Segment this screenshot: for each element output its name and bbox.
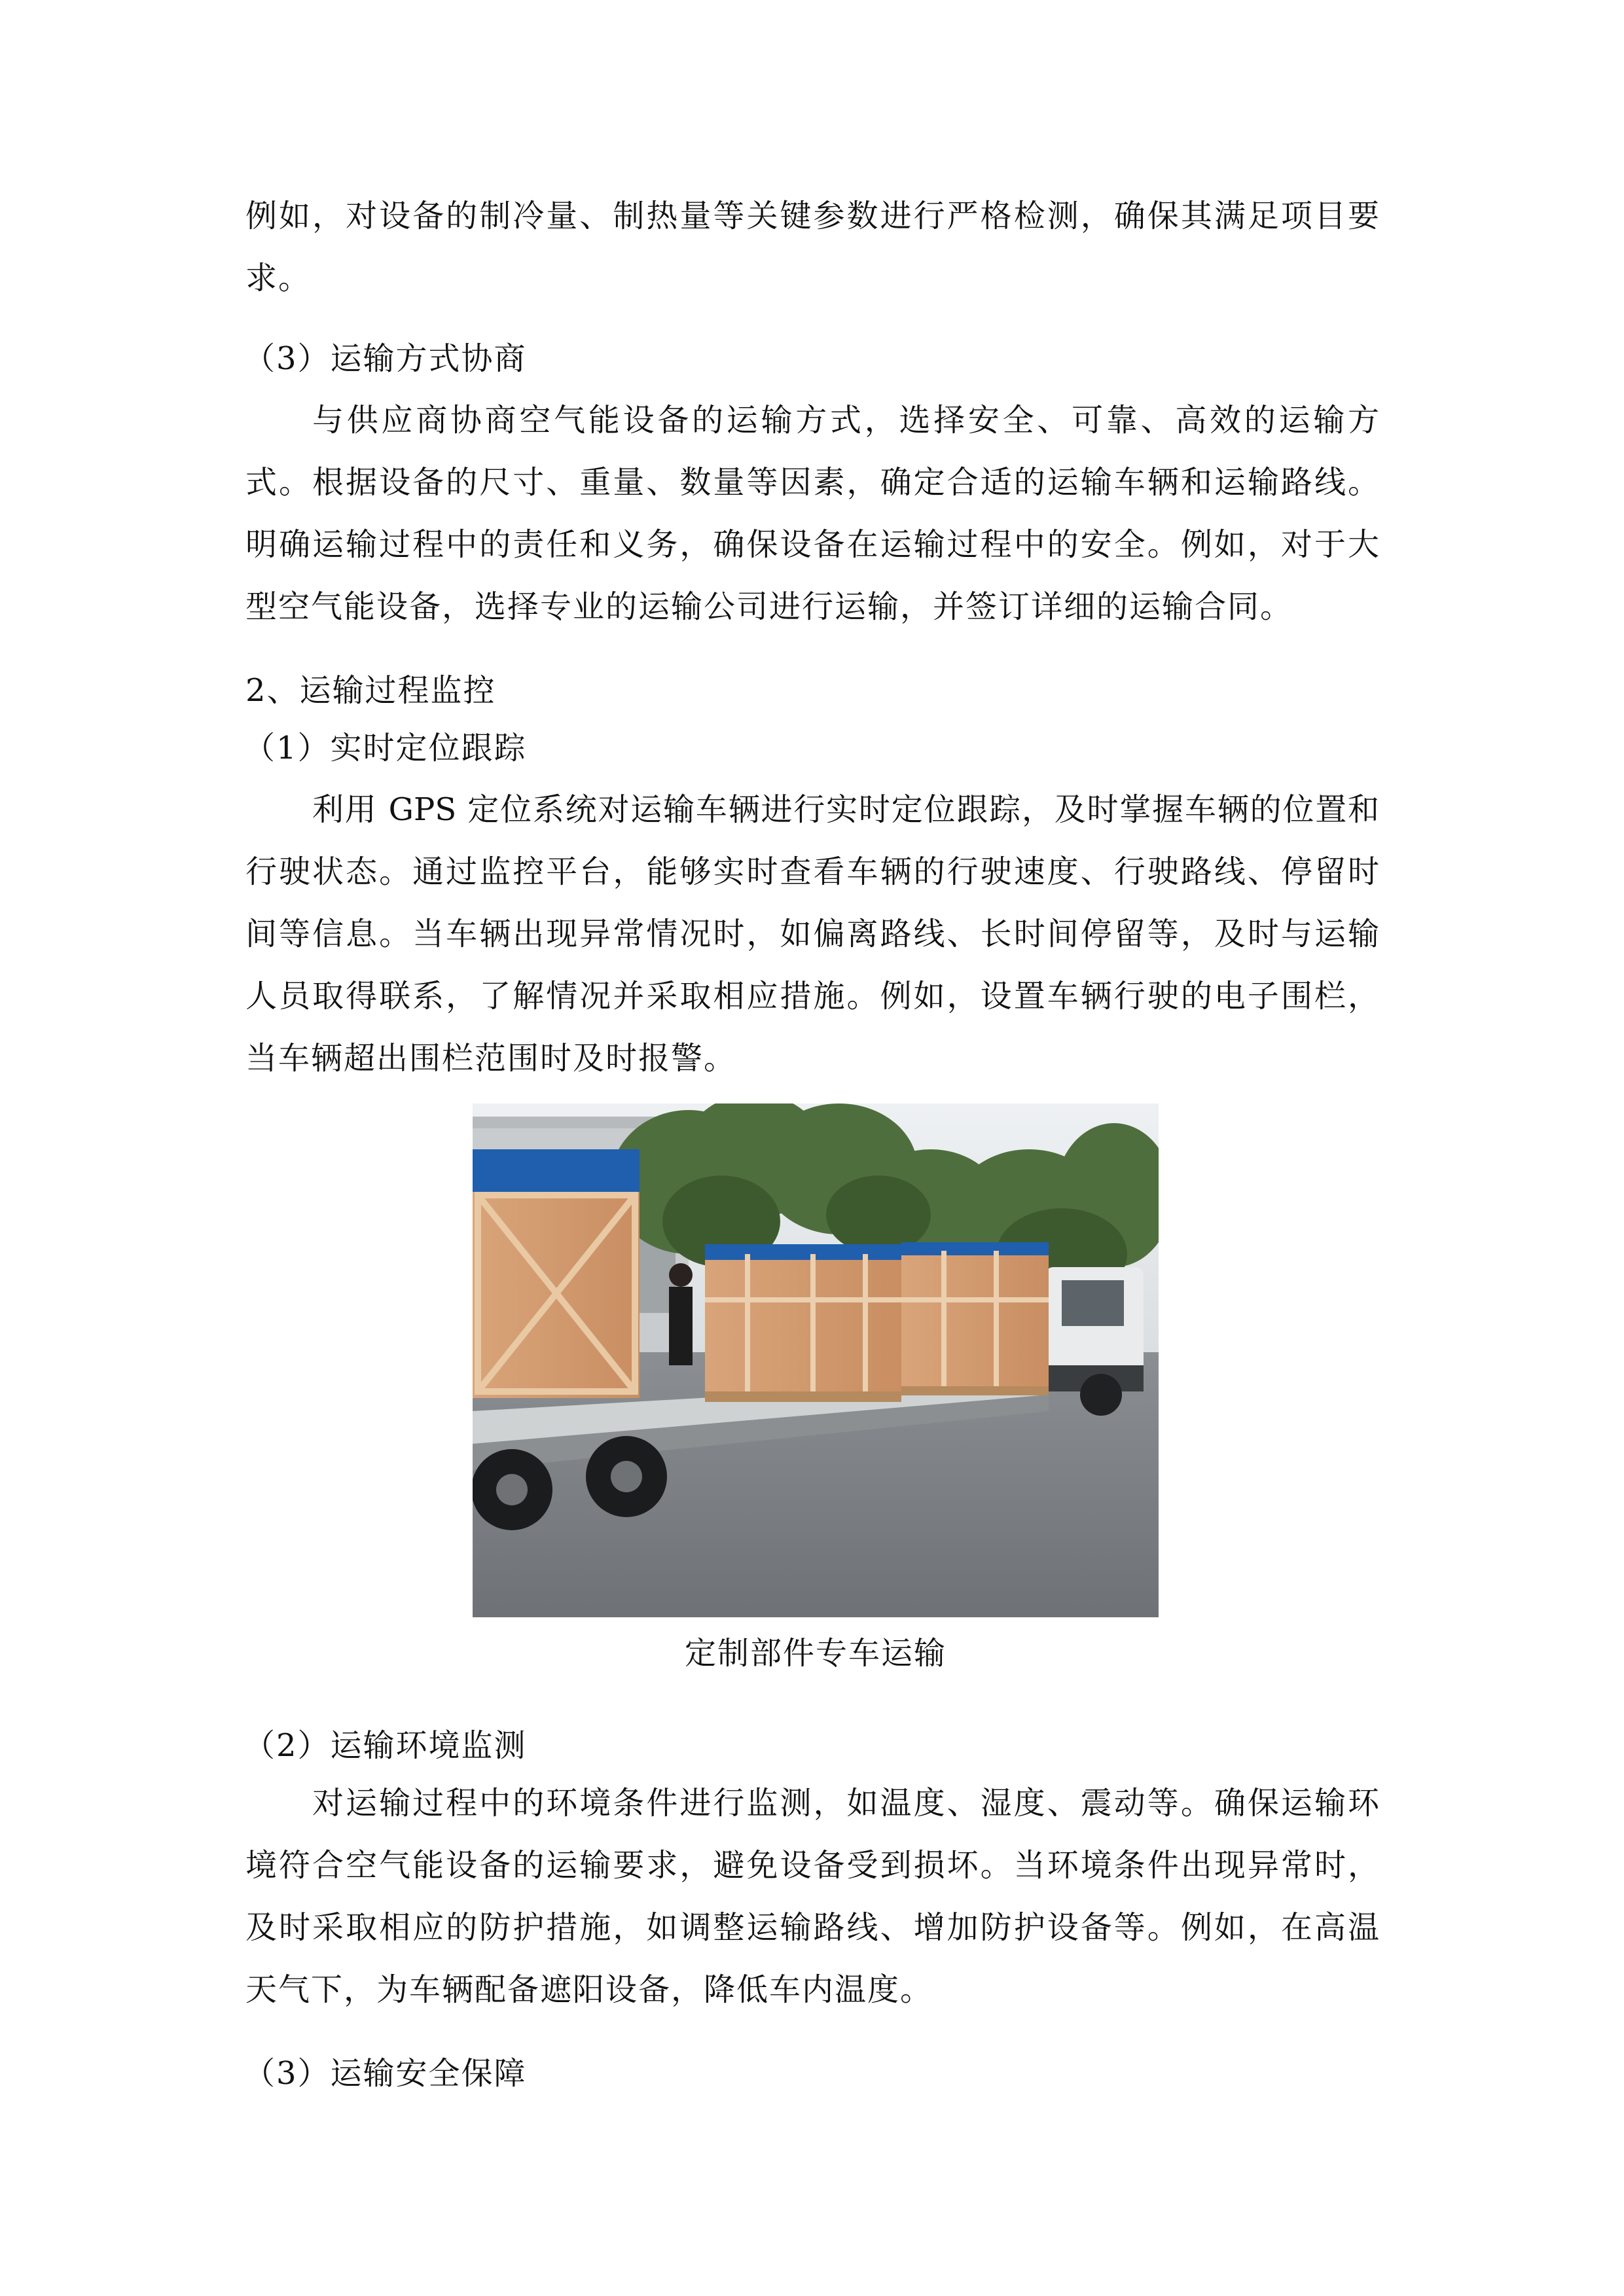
paragraph-line: 行驶状态。通过监控平台，能够实时查看车辆的行驶速度、行驶路线、停留时 (245, 853, 1379, 890)
paragraph-line: 与供应商协商空气能设备的运输方式，选择安全、可靠、高效的运输方 (312, 402, 1379, 439)
paragraph-line: 天气下，为车辆配备遮阳设备，降低车内温度。 (245, 1971, 933, 2008)
truck-transport-photo (473, 1103, 1159, 1617)
paragraph-line: 式。根据设备的尺寸、重量、数量等因素，确定合适的运输车辆和运输路线。 (245, 464, 1379, 501)
paragraph-line: 对运输过程中的环境条件进行监测，如温度、湿度、震动等。确保运输环 (312, 1785, 1379, 1821)
paragraph-line: 人员取得联系，了解情况并采取相应措施。例如，设置车辆行驶的电子围栏， (245, 978, 1379, 1014)
section-heading: （2）运输环境监测 (244, 1727, 527, 1764)
paragraph-line: 求。 (245, 260, 312, 296)
paragraph-line: 型空气能设备，选择专业的运输公司进行运输，并签订详细的运输合同。 (245, 588, 1293, 625)
paragraph-line: 利用 GPS 定位系统对运输车辆进行实时定位跟踪，及时掌握车辆的位置和 (312, 791, 1379, 828)
section-heading: （3）运输方式协商 (244, 340, 527, 377)
paragraph-line: 境符合空气能设备的运输要求，避免设备受到损坏。当环境条件出现异常时， (245, 1847, 1379, 1884)
section-heading: （1）实时定位跟踪 (244, 730, 527, 766)
paragraph-line: 当车辆超出围栏范围时及时报警。 (245, 1040, 737, 1077)
paragraph-line: 间等信息。当车辆出现异常情况时，如偏离路线、长时间停留等，及时与运输 (245, 916, 1379, 952)
paragraph-line: 明确运输过程中的责任和义务，确保设备在运输过程中的安全。例如，对于大 (245, 526, 1379, 563)
paragraph-line: 及时采取相应的防护措施，如调整运输路线、增加防护设备等。例如，在高温 (245, 1909, 1379, 1946)
paragraph-line: 例如，对设备的制冷量、制热量等关键参数进行严格检测，确保其满足项目要 (245, 198, 1379, 234)
section-heading: 2、运输过程监控 (245, 672, 496, 709)
figure-caption: 定制部件专车运输 (684, 1635, 947, 1672)
section-heading: （3）运输安全保障 (244, 2055, 527, 2092)
